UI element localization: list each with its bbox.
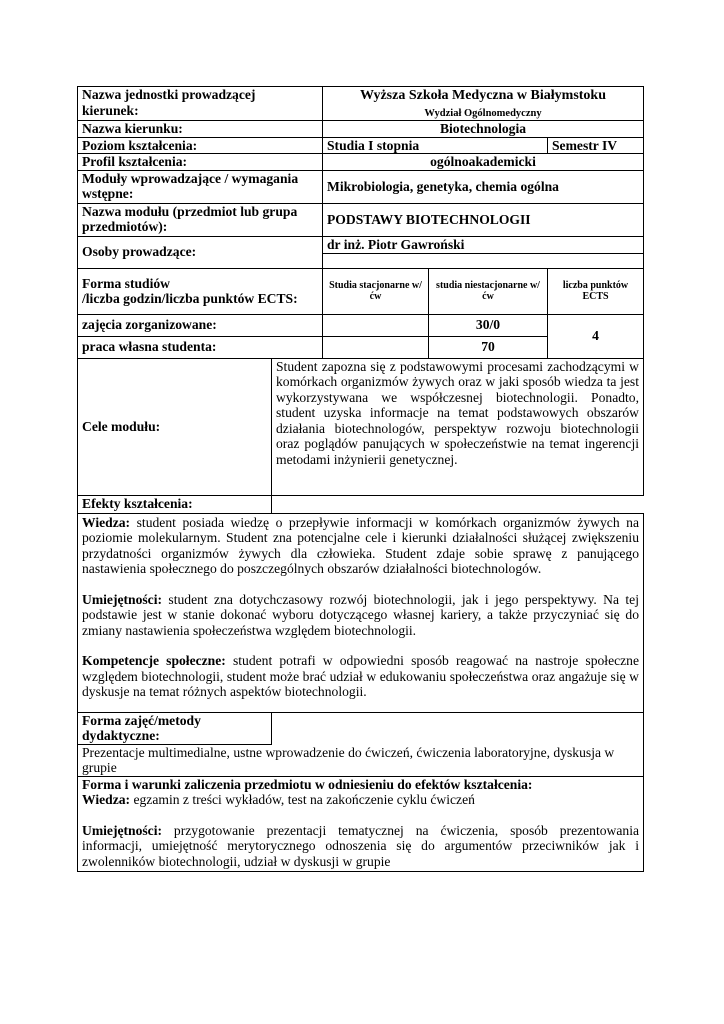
form-header-row xyxy=(78,268,644,314)
outcomes-label-row xyxy=(78,495,644,513)
goals-row xyxy=(78,358,644,495)
goals-text: Student zapozna się z podstawowymi procesami zachodzącymi w komórkach organizmów żywych oraz w jaki sposób wiedza ta jest wykorzystywana we współczesnej biotechnologii. Ponadto, student uzyska informacje na temat podstawowych obszarów działania biotechnologów, perspektyw rozwoju biotechnologii oraz poglądów panujących w społeczeństwie na temat ingerencji metodami inżynierii genetycznej. xyxy=(272,358,644,495)
col-part-time: studia niestacjonarne w/ćw xyxy=(429,268,548,314)
unit-value xyxy=(323,87,644,121)
assessment-row xyxy=(78,776,644,872)
field-row xyxy=(78,121,644,138)
outcomes-label: Efekty kształcenia: xyxy=(78,495,272,513)
ects-value: 4 xyxy=(548,314,644,358)
semester-value: Semestr IV xyxy=(548,137,644,154)
assessment-skills: Umiejętności: przygotowanie prezentacji tematycznej na ćwiczenia, sposób prezentowania informacji, umiejętność merytorycznego odnoszenia się do argumentów przeciwników jak i zwolenników biotechnologii, udział w dyskusji w grupie xyxy=(82,822,639,869)
methods-row xyxy=(78,744,644,776)
col-ects: liczba punktów ECTS xyxy=(548,268,644,314)
faculty-name: Wydział Ogólnomedyczny xyxy=(424,107,542,119)
prereq-value: Mikrobiologia, genetyka, chemia ogólna xyxy=(323,170,644,203)
outcomes-row xyxy=(78,513,644,712)
methods-label-row xyxy=(78,712,644,744)
module-label: Nazwa modułu (przedmiot lub grupa przedmiotów): xyxy=(78,203,323,236)
form-label: Forma studiów /liczba godzin/liczba punktów ECTS: xyxy=(78,268,323,314)
profile-value: ogólnoakademicki xyxy=(323,154,644,171)
unit-label: Nazwa jednostki prowadzącej kierunek: xyxy=(78,87,323,121)
teachers-value: dr inż. Piotr Gawroński xyxy=(323,236,644,253)
teachers-label: Osoby prowadzące: xyxy=(78,236,323,268)
teachers-row xyxy=(78,236,644,253)
organized-label: zajęcia zorganizowane: xyxy=(78,314,323,336)
level-row xyxy=(78,137,644,154)
module-row xyxy=(78,203,644,236)
field-value: Biotechnologia xyxy=(323,121,644,138)
level-value: Studia I stopnia xyxy=(323,137,548,154)
col-stationary: Studia stacjonarne w/ćw xyxy=(323,268,429,314)
goals-label: Cele modułu: xyxy=(78,358,272,495)
unit-row xyxy=(78,87,644,121)
outcomes-label-filler xyxy=(272,495,644,513)
methods-label-filler xyxy=(272,712,644,744)
outcomes-text xyxy=(78,513,644,712)
module-value: PODSTAWY BIOTECHNOLOGII xyxy=(323,203,644,236)
prereq-row xyxy=(78,170,644,203)
organized-part-time: 30/0 xyxy=(429,314,548,336)
methods-text: Prezentacje multimedialne, ustne wprowadzenie do ćwiczeń, ćwiczenia laboratoryjne, dyskusja w grupie xyxy=(78,744,644,776)
own-work-stationary xyxy=(323,336,429,358)
outcome-knowledge: Wiedza: student posiada wiedzę o przepływie informacji w komórkach organizmów żywych na poziomie molekularnym. Student zna potencjalne cele i kierunki działalności służącej zwiększeniu przydatności organizmów żywych dla człowieka. Student zdaje sobie sprawę z panującego nastawienia społecznego do poszczególnych obszarów działalności biotechnologów. xyxy=(82,514,639,576)
profile-row xyxy=(78,154,644,171)
profile-label: Profil kształcenia: xyxy=(78,154,323,171)
organized-row xyxy=(78,314,644,336)
methods-label: Forma zajęć/metody dydaktyczne: xyxy=(78,712,272,744)
assessment-knowledge: Wiedza: egzamin z treści wykładów, test na zakończenie cyklu ćwiczeń xyxy=(82,792,475,807)
organized-stationary xyxy=(323,314,429,336)
teachers-empty-cell xyxy=(323,253,644,268)
assessment-title: Forma i warunki zaliczenia przedmiotu w odniesieniu do efektów kształcenia: xyxy=(82,776,533,792)
field-label: Nazwa kierunku: xyxy=(78,121,323,138)
school-name: Wyższa Szkoła Medyczna w Białymstoku xyxy=(359,88,607,103)
own-work-part-time: 70 xyxy=(429,336,548,358)
module-syllabus-table xyxy=(77,86,644,872)
outcome-skills: Umiejętności: student zna dotychczasowy rozwój biotechnologii, jak i jego perspektywy. Na tej podstawie jest w stanie dokonać wyboru dotyczącego własnej kariery, a także przyczyniać się do zmiany nastawienia społeczeństwa względem biotechnologii. xyxy=(82,591,639,638)
own-work-label: praca własna studenta: xyxy=(78,336,323,358)
prereq-label: Moduły wprowadzające / wymagania wstępne: xyxy=(78,170,323,203)
assessment-cell xyxy=(78,776,644,872)
level-label: Poziom kształcenia: xyxy=(78,137,323,154)
outcome-social: Kompetencje społeczne: student potrafi w odpowiedni sposób reagować na nastroje społeczne względem biotechnologii, student może brać udział w edukowaniu społeczeństwa oraz angażuje się w dyskusje na temat różnych aspektów biotechnologii. xyxy=(82,653,640,699)
